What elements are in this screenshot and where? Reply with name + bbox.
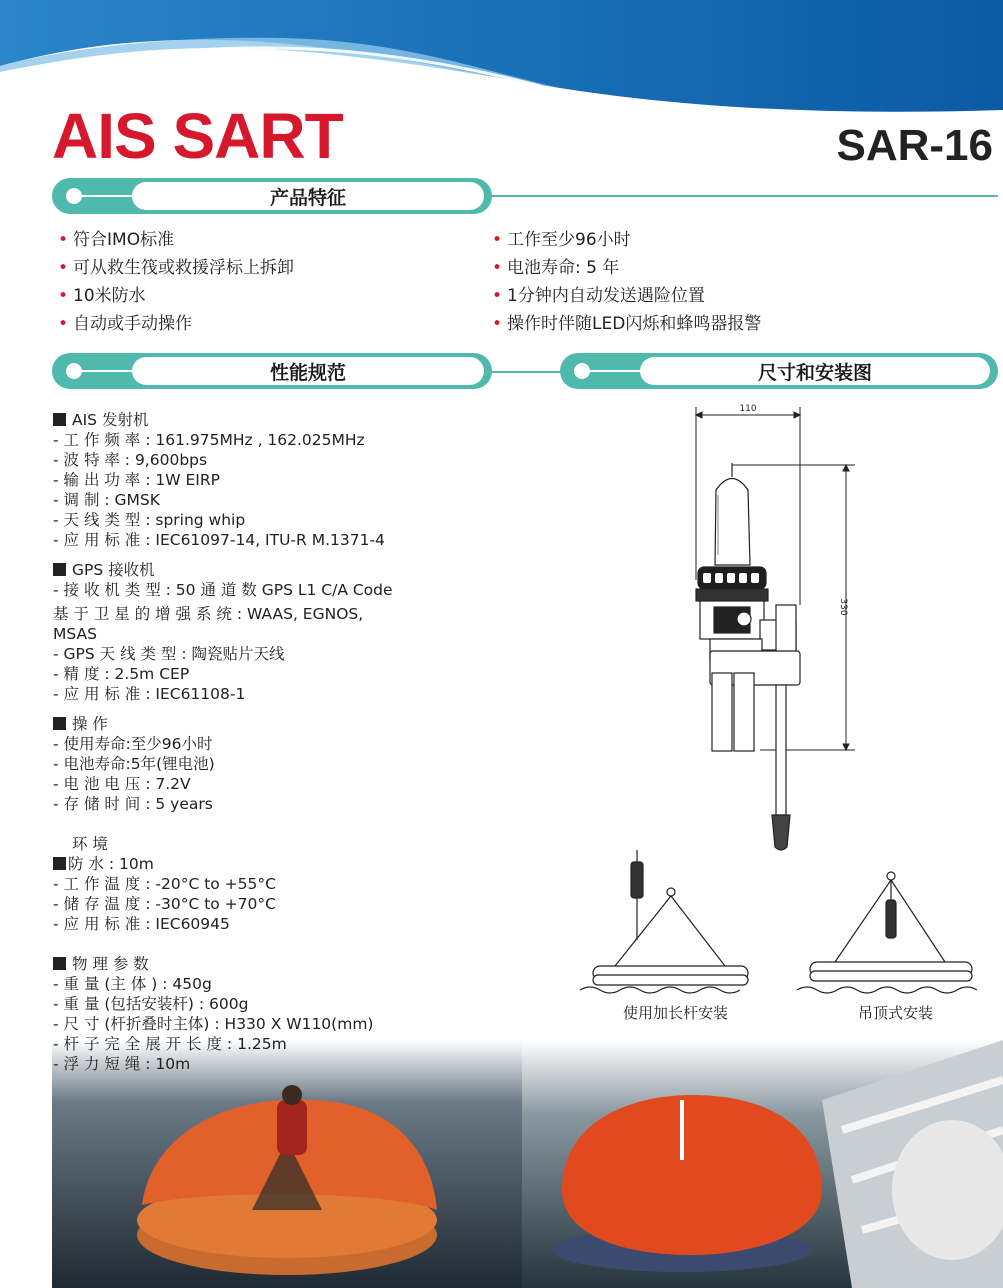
spec-line: - 波 特 率 : 9,600bps (53, 451, 208, 469)
spec-line: - 应 用 标 准 : IEC61108-1 (53, 685, 246, 703)
spec-line: - 天 线 类 型 : spring whip (53, 511, 246, 529)
spec-line: - 调 制 : GMSK (53, 491, 160, 509)
feature-item: • 电池寿命: 5 年 (492, 254, 761, 282)
features-list-left (58, 226, 294, 338)
spec-heading: 环 境 (72, 835, 108, 853)
spec-line: - 杆 子 完 全 展 开 长 度 : 1.25m (53, 1035, 287, 1053)
feature-item: • 1分钟内自动发送遇险位置 (492, 282, 761, 310)
liferaft-ship-photo (522, 1040, 1003, 1288)
section-title: 性能规范 (132, 357, 484, 385)
spec-line: - 重 量 (主 体 ) : 450g (53, 975, 212, 993)
spec-heading: 操 作 (72, 715, 108, 733)
hang-mount-diagram (795, 840, 980, 995)
feature-item: • 操作时伴随LED闪烁和蜂鸣器报警 (492, 310, 761, 338)
model-number: SAR-16 (836, 121, 993, 170)
section-title: 尺寸和安装图 (640, 357, 990, 385)
connector-line (590, 370, 642, 372)
spec-line: - 精 度 : 2.5m CEP (53, 665, 190, 683)
square-bullet-icon (53, 857, 66, 870)
pole-mount-label: 使用加长杆安装 (623, 1004, 729, 1022)
dimension-drawing (600, 395, 900, 855)
spec-heading: 物 理 参 数 (72, 955, 149, 973)
square-bullet-icon (53, 563, 66, 576)
liferaft-photo (52, 1040, 522, 1288)
spec-heading: AIS 发射机 (72, 411, 149, 429)
connector-line (82, 370, 134, 372)
spec-line: - 使用寿命:至少96小时 (53, 735, 213, 753)
spec-line: - 重 量 (包括安装杆) : 600g (53, 995, 249, 1013)
bullet-dot-icon (66, 188, 82, 204)
spec-line: - 尺 寸 (杆折叠时主体) : H330 X W110(mm) (53, 1015, 374, 1033)
spec-line: - 电 池 电 压 : 7.2V (53, 775, 191, 793)
width-dimension-label: 110 (739, 404, 757, 414)
sart-device (696, 463, 800, 850)
specs-section-header (52, 353, 492, 389)
spec-line: MSAS (53, 625, 97, 643)
feature-item: • 10米防水 (58, 282, 294, 310)
spec-line: - 工 作 温 度 : -20°C to +55°C (53, 875, 276, 893)
square-bullet-icon (53, 717, 66, 730)
spec-line: - 接 收 机 类 型 : 50 通 道 数 GPS L1 C/A Code (53, 581, 393, 599)
feature-item: • 工作至少96小时 (492, 226, 761, 254)
spec-line: 基 于 卫 星 的 增 强 系 统 : WAAS, EGNOS, (53, 605, 364, 623)
height-dimension-label: 330 (838, 598, 848, 616)
product-title: AIS SART (52, 100, 343, 172)
connector-line (82, 195, 134, 197)
dimensions-section-header (560, 353, 998, 389)
spec-line: - 储 存 温 度 : -30°C to +70°C (53, 895, 276, 913)
pole-mount-diagram (575, 840, 755, 995)
spec-group-ais (53, 410, 513, 430)
hang-mount-label: 吊顶式安装 (858, 1004, 934, 1022)
feature-item: • 符合IMO标准 (58, 226, 294, 254)
spec-line: - 应 用 标 准 : IEC60945 (53, 915, 230, 933)
spec-group-gps (53, 560, 513, 580)
features-section-header (52, 178, 492, 214)
spec-line: - 工 作 频 率 : 161.975MHz , 162.025MHz (53, 431, 365, 449)
spec-line: - 输 出 功 率 : 1W EIRP (53, 471, 220, 489)
square-bullet-icon (53, 413, 66, 426)
divider-rule (490, 195, 998, 197)
bullet-dot-icon (574, 363, 590, 379)
features-list-right (492, 226, 761, 338)
feature-item: • 可从救生筏或救援浮标上拆卸 (58, 254, 294, 282)
spec-line (53, 854, 513, 874)
spec-line: - 电池寿命:5年(锂电池) (53, 755, 215, 773)
specifications (53, 410, 513, 1074)
spec-group-environment (53, 834, 513, 854)
square-bullet-icon (53, 957, 66, 970)
spec-line: - 应 用 标 准 : IEC61097-14, ITU-R M.1371-4 (53, 531, 385, 549)
spec-group-physical (53, 954, 513, 974)
bullet-dot-icon (66, 363, 82, 379)
spec-line: - 浮 力 短 绳 : 10m (53, 1055, 191, 1073)
spec-heading: GPS 接收机 (72, 561, 155, 579)
spec-line: - 存 储 时 间 : 5 years (53, 795, 213, 813)
spec-line: - GPS 天 线 类 型 : 陶瓷贴片天线 (53, 645, 285, 663)
feature-item: • 自动或手动操作 (58, 310, 294, 338)
section-title: 产品特征 (132, 182, 484, 210)
divider-rule (490, 371, 562, 373)
spec-line-text: 防 水 : 10m (68, 855, 154, 873)
spec-group-operation (53, 714, 513, 734)
